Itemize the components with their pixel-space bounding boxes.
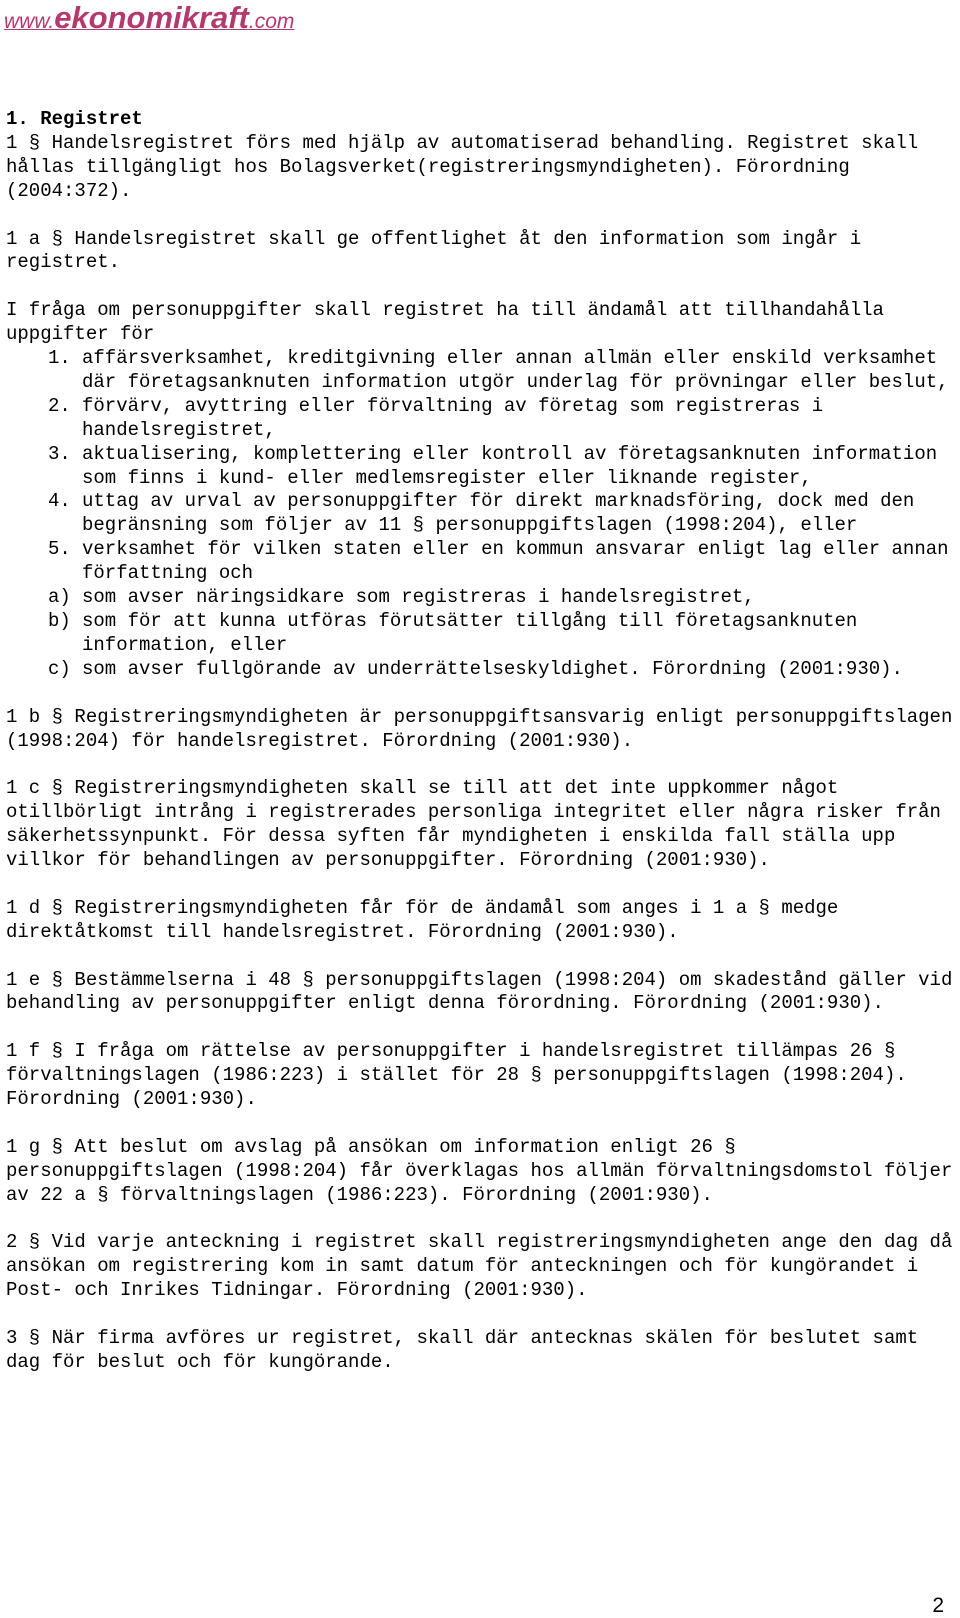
purpose-list (6, 347, 954, 682)
list-marker: 1. (48, 347, 71, 370)
list-item (6, 538, 954, 586)
list-marker: c) (48, 657, 71, 680)
list-item (6, 610, 954, 658)
section-heading: 1. Registret (6, 108, 143, 130)
list-item-text: som för att kunna utföras förutsätter tillgång till företagsanknuten information, eller (82, 610, 858, 656)
list-item-text: förvärv, avyttring eller förvaltning av företag som registreras i handelsregistret, (82, 394, 824, 441)
list-item (6, 443, 954, 491)
paragraph-1d: 1 d § Registreringsmyndigheten får för de ändamål som anges i 1 a § medge direktåtkomst till handelsregistret. Förordning (2001:930). (6, 896, 839, 943)
list-item-text: som avser näringsidkare som registreras i handelsregistret, (82, 586, 755, 609)
paragraph-1a: 1 a § Handelsregistret skall ge offentlighet åt den information som ingår i registret. (6, 227, 862, 274)
paragraph-1a-intro: I fråga om personuppgifter skall registret ha till ändamål att tillhandahålla uppgifter för (6, 299, 884, 346)
list-marker: 2. (48, 394, 71, 417)
list-marker: b) (48, 610, 71, 632)
list-item-text: som avser fullgörande av underrättelseskyldighet. Förordning (2001:930). (82, 657, 903, 680)
list-item-text: verksamhet för vilken staten eller en kommun ansvarar enligt lag eller annan författning och (82, 538, 949, 585)
list-item (6, 658, 954, 682)
list-item (6, 586, 954, 610)
paragraph-1b: 1 b § Registreringsmyndigheten är personuppgiftsansvarig enligt personuppgiftslagen (1998:204) för handelsregistret. Förordning (2001:930). (6, 705, 953, 752)
paragraph-1g: 1 g § Att beslut om avslag på ansökan om information enligt 26 § personuppgiftslagen (1998:204) får överklagas hos allmän förvaltningsdomstol följer av 22 a § förvaltningslagen (1986:223). Förordning (2001:930). (6, 1135, 953, 1206)
list-item-text: affärsverksamhet, kreditgivning eller annan allmän eller enskild verksamhet där företagsanknuten information utgör underlag för prövningar eller beslut, (82, 347, 949, 393)
document-body (6, 108, 954, 1399)
list-item (6, 347, 954, 395)
list-marker: 3. (48, 442, 71, 465)
paragraph-3: 3 § När firma avföres ur registret, skall där antecknas skälen för beslutet samt dag för beslut och för kungörande. (6, 1327, 919, 1373)
paragraph-1f: 1 f § I fråga om rättelse av personuppgifter i handelsregistret tillämpas 26 § förvaltningslagen (1986:223) i stället för 28 § personuppgiftslagen (1998:204). Förordning (2001:930). (6, 1040, 907, 1111)
list-item-text: uttag av urval av personuppgifter för direkt marknadsföring, dock med den begränsning som följer av 11 § personuppgiftslagen (1998:204), eller (82, 490, 915, 537)
list-item-text: aktualisering, komplettering eller kontroll av företagsanknuten information som finns i kund- eller medlemsregister eller liknande register, (82, 442, 938, 489)
logo-brand: ekonomikraft (54, 0, 249, 35)
list-item (6, 490, 954, 538)
paragraph-1c: 1 c § Registreringsmyndigheten skall se till att det inte uppkommer något otillbörligt intrång i registrerades personliga integritet eller några risker från säkerhetssynpunkt. För dessa syften får myndigheten i enskilda fall ställa upp villkor för behandlingen av personuppgifter. Förordning (2001:930). (6, 777, 941, 872)
list-marker: 5. (48, 538, 71, 561)
paragraph-1: 1 § Handelsregistret förs med hjälp av automatiserad behandling. Registret skall hållas tillgängligt hos Bolagsverket(registreringsmyndigheten). Förordning (2004:372). (6, 131, 919, 202)
list-item (6, 395, 954, 443)
page-number: 2 (932, 1594, 944, 1617)
paragraph-2: 2 § Vid varje anteckning i registret skall registreringsmyndigheten ange den dag då ansökan om registrering kom in samt datum för anteckningen och för kungörandet i Post- och Inrikes Tidningar. Förordning (2001:930). (6, 1231, 953, 1302)
list-marker: a) (48, 586, 71, 609)
paragraph-1e: 1 e § Bestämmelserna i 48 § personuppgiftslagen (1998:204) om skadestånd gäller vid behandling av personuppgifter enligt denna förordning. Förordning (2001:930). (6, 968, 953, 1015)
site-logo-link[interactable] (4, 0, 294, 41)
logo-prefix: www. (4, 10, 55, 33)
list-marker: 4. (48, 490, 71, 513)
logo-suffix: .com (248, 10, 295, 33)
